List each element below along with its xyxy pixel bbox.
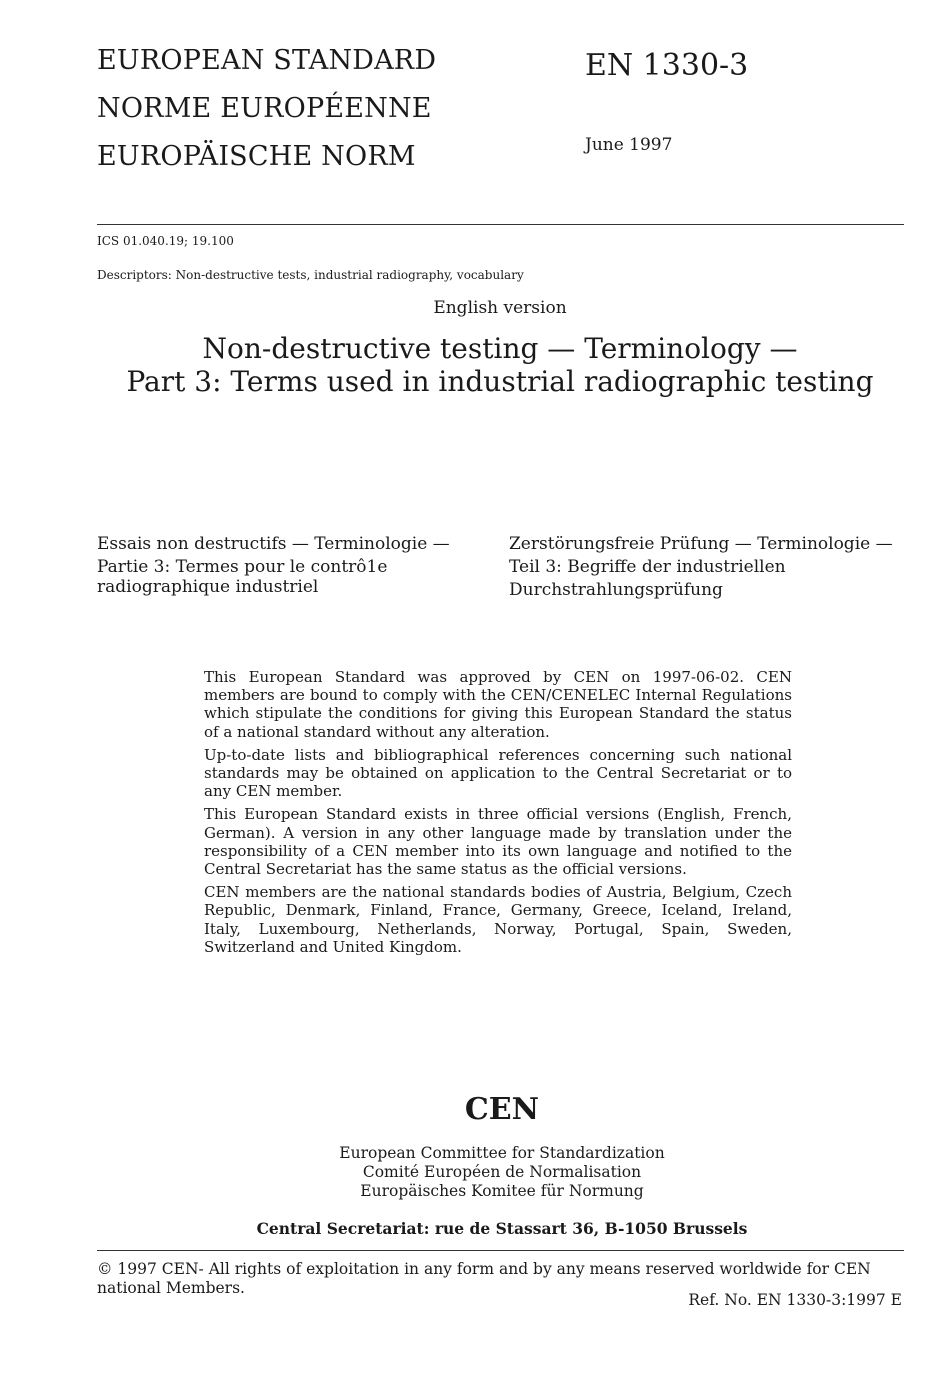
french-title [97,533,450,599]
german-title-line: Durchstrahlungsprüfung [509,580,723,600]
german-title-line: Teil 3: Begriffe der industriellen [509,557,786,577]
standard-line-de: EUROPÄISCHE NORM [97,141,416,172]
document-title-line-1: Non-destructive testing — Terminology — [202,332,798,365]
footer-divider [97,1250,904,1251]
notice-paragraph: This European Standard was approved by CEN on 1997-06-02. CEN members are bound to comply with the CEN/CENELEC Internal Regulations which stipulate the conditions for giving this European Standard the status of a national standard without any alteration. [204,668,792,741]
standard-line-fr: NORME EUROPÉENNE [97,93,432,124]
reference-number: Ref. No. EN 1330-3:1997 E [688,1291,902,1309]
approval-notice [204,668,792,961]
german-title-line: Zerstörungsfreie Prüfung — Terminologie — [509,534,893,554]
french-title-line: Essais non destructifs — Terminologie — [97,534,450,554]
french-title-line: radiographique industriel [97,577,319,597]
publication-date: June 1997 [585,135,673,155]
notice-paragraph: This European Standard exists in three official versions (English, French, German). A version in any other language made by translation under the responsibility of a CEN member into its own language and notified to the Central Secretariat has the same status as the official versions. [204,805,792,879]
version-label: English version [433,298,567,318]
cen-names [0,1144,950,1201]
notice-paragraph: CEN members are the national standards bodies of Austria, Belgium, Czech Republic, Denmark, Finland, France, Germany, Greece, Iceland, Ireland, Italy, Luxembourg, Netherlands, Norway, Portugal, Spain, Sweden, Switzerland and United Kingdom. [204,883,792,956]
descriptors: Descriptors: Non-destructive tests, industrial radiography, vocabulary [97,268,524,282]
copyright-notice: © 1997 CEN- All rights of exploitation in any form and by any means reserved worldwide for CEN national Members. [97,1260,871,1297]
french-title-line: Partie 3: Termes pour le contrô1e [97,557,388,577]
german-title [509,533,893,602]
cen-name-de: Europäisches Komitee für Normung [360,1182,644,1200]
standard-line-en: EUROPEAN STANDARD [97,45,437,76]
cen-name-fr: Comité Européen de Normalisation [362,1163,642,1181]
notice-paragraph: Up-to-date lists and bibliographical references concerning such national standards may be obtained on application to the Central Secretariat or to any CEN member. [204,745,792,801]
central-secretariat: Central Secretariat: rue de Stassart 36, B-1050 Brussels [256,1219,748,1238]
cen-logo: CEN [464,1092,540,1127]
document-title-line-2: Part 3: Terms used in industrial radiographic testing [126,365,874,398]
header-divider [97,224,904,225]
cen-name-en: European Committee for Standardization [339,1144,665,1162]
ics-code: ICS 01.040.19; 19.100 [97,234,234,248]
standard-number: EN 1330-3 [585,48,749,83]
